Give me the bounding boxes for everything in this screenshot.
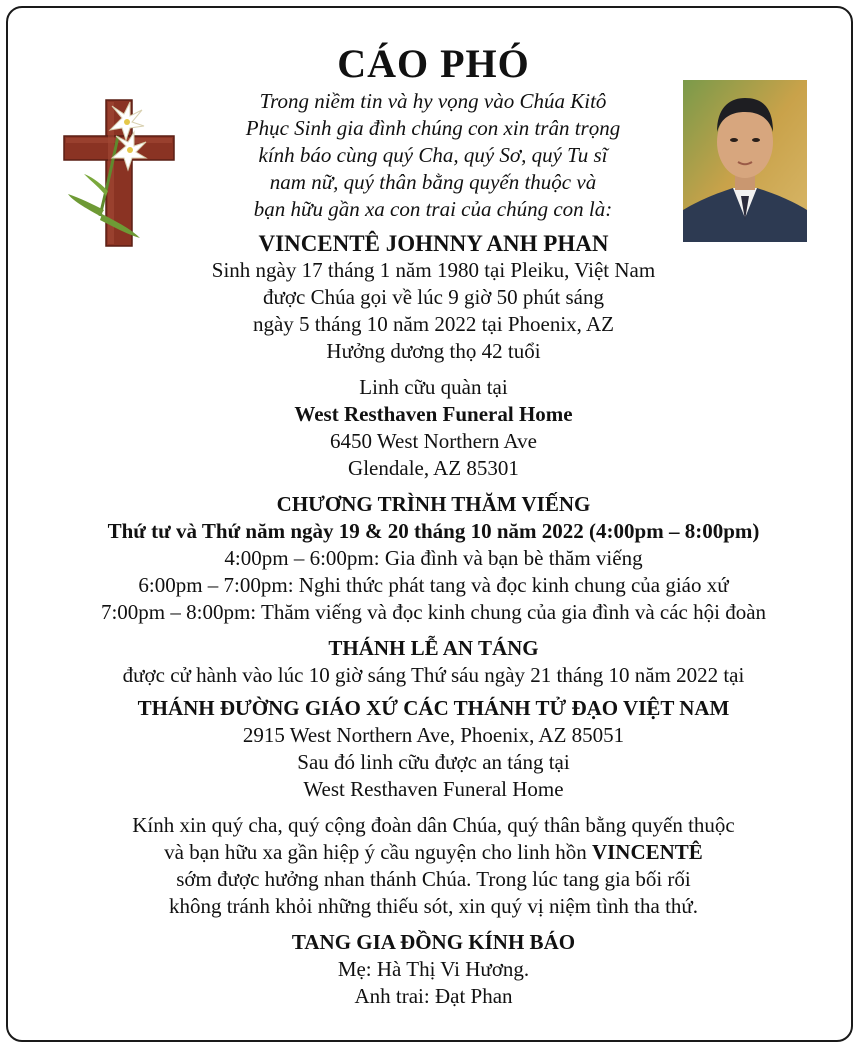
portrait-photo: [683, 80, 807, 242]
closing-line: sớm được hưởng nhan thánh Chúa. Trong lúc tang gia bối rối: [176, 867, 691, 891]
life-line: được Chúa gọi về lúc 9 giờ 50 phút sáng: [263, 285, 604, 309]
intro-line: nam nữ, quý thân bằng quyến thuộc và: [269, 170, 597, 194]
notice-body: [0, 230, 867, 1010]
burial-place: West Resthaven Funeral Home: [303, 777, 564, 801]
closing-line: Kính xin quý cha, quý cộng đoàn dân Chúa, quý thân bằng quyến thuộc: [132, 813, 735, 837]
mass-when: được cử hành vào lúc 10 giờ sáng Thứ sáu ngày 21 tháng 10 năm 2022 tại: [122, 663, 745, 687]
closing-line: [0, 839, 867, 866]
notice-title: CÁO PHÓ: [337, 41, 530, 86]
visitation-heading: CHƯƠNG TRÌNH THĂM VIẾNG: [276, 492, 591, 516]
visitation-item: 4:00pm – 6:00pm: Gia đình và bạn bè thăm viếng: [224, 546, 643, 570]
closing-line: không tránh khỏi những thiếu sót, xin quý vị niệm tình tha thứ.: [168, 894, 699, 918]
church-address: 2915 West Northern Ave, Phoenix, AZ 85051: [242, 723, 625, 747]
funeral-home-intro: Linh cữu quàn tại: [359, 375, 508, 399]
cross-with-lily-icon: [60, 96, 178, 248]
life-line: Hưởng dương thọ 42 tuổi: [326, 339, 541, 363]
closing-text: và bạn hữu xa gần hiệp ý cầu nguyện cho linh hồn: [164, 840, 592, 864]
funeral-home-name: West Resthaven Funeral Home: [294, 402, 573, 426]
family-heading: TANG GIA ĐỒNG KÍNH BÁO: [291, 930, 576, 954]
funeral-home-city: Glendale, AZ 85301: [348, 456, 519, 480]
mass-heading: THÁNH LỄ AN TÁNG: [328, 636, 539, 660]
intro-line: Phục Sinh gia đình chúng con xin trân trọng: [245, 116, 621, 140]
burial-intro: Sau đó linh cữu được an táng tại: [297, 750, 570, 774]
intro-line: bạn hữu gần xa con trai của chúng con là:: [253, 197, 613, 221]
life-line: ngày 5 tháng 10 năm 2022 tại Phoenix, AZ: [252, 312, 615, 336]
deceased-name: VINCENTÊ JOHNNY ANH PHAN: [258, 231, 609, 256]
visitation-dates: Thứ tư và Thứ năm ngày 19 & 20 tháng 10 năm 2022 (4:00pm – 8:00pm): [107, 519, 760, 543]
family-mother: Mẹ: Hà Thị Vi Hương.: [337, 957, 530, 981]
church-name: THÁNH ĐƯỜNG GIÁO XỨ CÁC THÁNH TỬ ĐẠO VIỆT NAM: [137, 696, 730, 720]
family-brother: Anh trai: Đạt Phan: [354, 984, 513, 1008]
life-line: Sinh ngày 17 tháng 1 năm 1980 tại Pleiku, Việt Nam: [211, 258, 656, 282]
funeral-home-address: 6450 West Northern Ave: [330, 429, 537, 453]
intro-line: Trong niềm tin và hy vọng vào Chúa Kitô: [259, 89, 607, 113]
intro-text: [213, 88, 653, 223]
closing-name: VINCENTÊ: [591, 840, 703, 864]
visitation-item: 6:00pm – 7:00pm: Nghi thức phát tang và đọc kinh chung của giáo xứ: [138, 573, 729, 597]
visitation-item: 7:00pm – 8:00pm: Thăm viếng và đọc kinh chung của gia đình và các hội đoàn: [100, 600, 767, 624]
intro-line: kính báo cùng quý Cha, quý Sơ, quý Tu sĩ: [258, 143, 608, 167]
